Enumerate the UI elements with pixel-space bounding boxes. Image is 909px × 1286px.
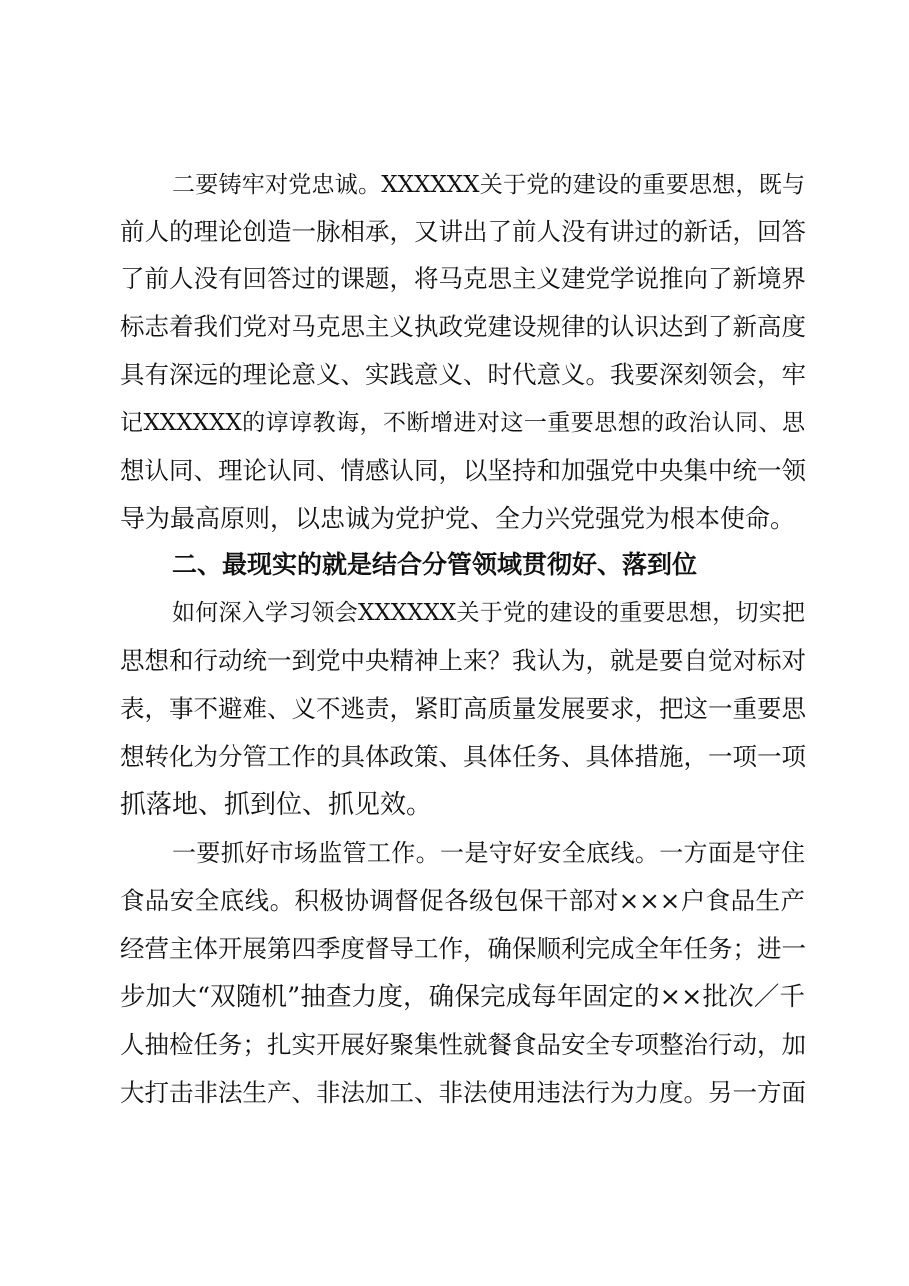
paragraph-1-line-7: 想认同、理论认同、情感认同，以坚持和加强党中央集中统一领: [120, 456, 806, 485]
paragraph-1-line-5: 具有深远的理论意义、实践意义、时代意义。我要深刻领会，牢: [120, 360, 806, 389]
paragraph-3-line-1: 一要抓好市场监管工作。一是守好安全底线。一方面是守住: [172, 839, 805, 867]
paragraph-3-line-6: 大打击非法生产、非法加工、非法使用违法行为力度。另一方面: [120, 1078, 806, 1107]
paragraph-2-line-2: 思想和行动统一到党中央精神上来？我认为，就是要自觉对标对: [120, 646, 806, 675]
section-heading: 二、最现实的就是结合分管领域贯彻好、落到位: [172, 550, 698, 579]
paragraph-2-line-3: 表，事不避难、义不逃责，紧盯高质量发展要求，把这一重要思: [120, 694, 806, 723]
paragraph-1-line-1: 二要铸牢对党忠诚。XXXXXX关于党的建设的重要思想，既与: [172, 172, 805, 198]
paragraph-3-line-5: 人抽检任务；扎实开展好聚集性就餐食品安全专项整治行动，加: [120, 1030, 806, 1059]
paragraph-3-line-3: 经营主体开展第四季度督导工作，确保顺利完成全年任务；进一: [120, 934, 806, 963]
paragraph-1-line-2: 前人的理论创造一脉相承，又讲出了前人没有讲过的新话，回答: [120, 217, 806, 246]
paragraph-2-line-1: 如何深入学习领会XXXXXX关于党的建设的重要思想，切实把: [172, 600, 805, 626]
paragraph-2-line-5: 抓落地、抓到位、抓见效。: [120, 790, 433, 820]
paragraph-1-line-3: 了前人没有回答过的课题，将马克思主义建党学说推向了新境界: [120, 264, 806, 293]
paragraph-2-line-4: 想转化为分管工作的具体政策、具体任务、具体措施，一项一项: [120, 742, 806, 771]
paragraph-3-line-4: 步加大“双随机”抽查力度，确保完成每年固定的××批次／千: [120, 982, 805, 1012]
paragraph-3-line-2: 食品安全底线。积极协调督促各级包保干部对×××户食品生产: [120, 886, 805, 915]
paragraph-1-line-6: 记XXXXXX的谆谆教诲，不断增进对这一重要思想的政治认同、思: [120, 410, 805, 436]
paragraph-1-line-8: 导为最高原则，以忠诚为党护党、全力兴党强党为根本使命。: [120, 504, 796, 533]
paragraph-1-line-4: 标志着我们党对马克思主义执政党建设规律的认识达到了新高度: [120, 312, 806, 341]
